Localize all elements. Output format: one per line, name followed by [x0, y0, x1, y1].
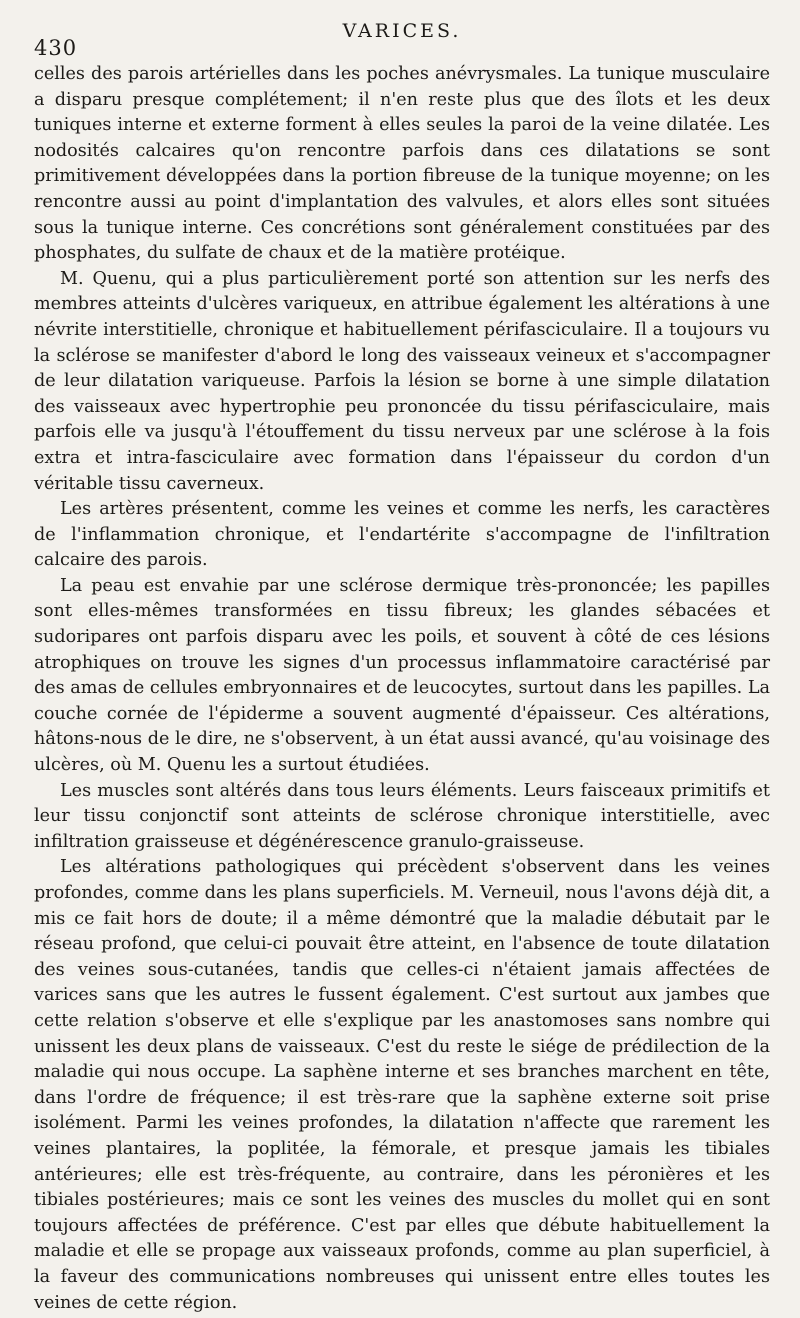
- page-number: 430: [34, 36, 78, 60]
- running-title: VARICES.: [342, 20, 462, 42]
- paragraph: Les muscles sont altérés dans tous leurs éléments. Leurs faisceaux primitifs et leur tissu conjonctif sont atteints de sclérose chronique interstitielle, avec infiltration graisseuse et dégénérescence granulo-graisseuse.: [34, 780, 770, 852]
- paragraph: La peau est envahie par une sclérose dermique très-prononcée; les papilles sont elles-mêmes transformées en tissu fibreux; les glandes sébacées et sudoripares ont parfois disparu avec les poils, et souvent à côté de ces lésions atrophiques on trouve les signes d'un processus inflammatoire caractérisé par des amas de cellules embryonnaires et de leucocytes, surtout dans les papilles. La couche cornée de l'épiderme a souvent augmenté d'épaisseur. Ces altérations, hâtons-nous de le dire, ne s'observent, à un état aussi avancé, qu'au voisinage des ulcères, où M. Quenu les a surtout étudiées.: [34, 575, 771, 776]
- page-header: [34, 0, 770, 62]
- paragraph: M. Quenu, qui a plus particulièrement porté son attention sur les nerfs des membres atteints d'ulcères variqueux, en attribue également les altérations à une névrite interstitielle, chronique et habituellement périfasciculaire. Il a toujours vu la sclérose se manifester d'abord le long des vaisseaux veineux et s'accompagner de leur dilatation variqueuse. Parfois la lésion se borne à une simple dilatation des vaisseaux avec hypertrophie peu prononcée du tissu périfasciculaire, mais parfois elle va jusqu'à l'étouffement du tissu nerveux par une sclérose à la fois extra et intra-fasciculaire avec formation dans l'épaisseur du cordon d'un véritable tissu caverneux.: [34, 268, 770, 494]
- paragraph-continued: celles des parois artérielles dans les poches anévrysmales. La tunique musculaire a disparu presque complétement; il n'en reste plus que des îlots et les deux tuniques interne et externe forment à elles seules la paroi de la veine dilatée. Les nodosités calcaires qu'on rencontre parfois dans ces dilatations se sont primitivement développées dans la portion fibreuse de la tunique moyenne; on les rencontre aussi au point d'implantation des valvules, et alors elles sont situées sous la tunique interne. Ces concrétions sont généralement constituées par des phosphates, du sulfate de chaux et de la matière protéique.: [34, 64, 770, 264]
- paragraph: Les altérations pathologiques qui précèdent s'observent dans les veines profondes, comme dans les plans superficiels. M. Verneuil, nous l'avons déjà dit, a mis ce fait hors de doute; il a même démontré que la maladie débutait par le réseau profond, que celui-ci pouvait être atteint, en l'absence de toute dilatation des veines sous-cutanées, tandis que celles-ci n'étaient jamais affectées de varices sans que les autres le fussent également. C'est surtout aux jambes que cette relation s'observe et elle s'explique par les anastomoses sans nombre qui unissent les deux plans de vaisseaux. C'est du reste le siége de prédilection de la maladie qui nous occupe. La saphène interne et ses branches marchent en tête, dans l'ordre de fréquence; il est très-rare que la saphène externe soit prise isolément. Parmi les veines profondes, la dilatation n'affecte que rarement les veines plantaires, la poplitée, la fémorale, et presque jamais les tibiales antérieures; elle est très-fréquente, au contraire, dans les péronières et les tibiales postérieures; mais ce sont les veines des muscles du mollet qui en sont toujours affectées de préférence. C'est par elles que débute habituellement la maladie et elle se propage aux vaisseaux profonds, comme au plan superficiel, à la faveur des communications nombreuses qui unissent entre elles toutes les veines de cette région.: [34, 857, 770, 1313]
- page-body: [34, 62, 770, 1316]
- paragraph: Les artères présentent, comme les veines et comme les nerfs, les caractères de l'inflammation chronique, et l'endartérite s'accompagne de l'infiltration calcaire des parois.: [34, 499, 770, 571]
